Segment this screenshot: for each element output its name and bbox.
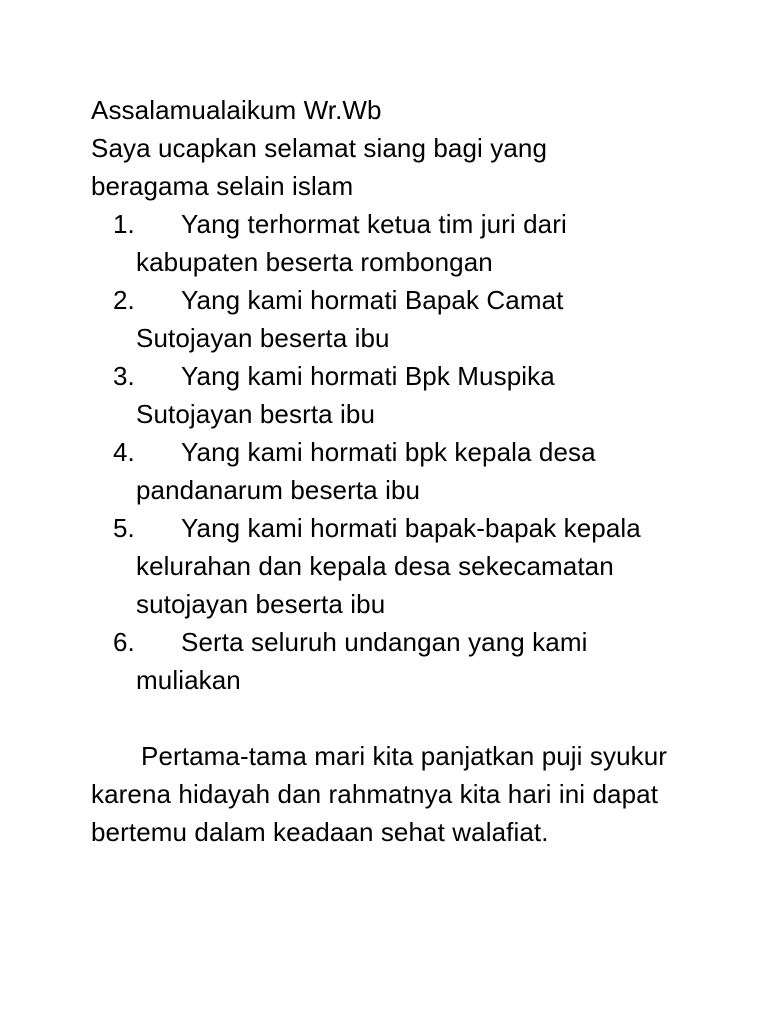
list-item-number: 4. (113, 437, 135, 467)
list-item (91, 281, 691, 357)
list-item-number: 2. (113, 285, 135, 315)
list-item-text: Yang terhormat ketua tim juri dari kabupaten beserta rombongan (136, 209, 567, 277)
list-item (91, 433, 691, 509)
list-item-text: Yang kami hormati bapak-bapak kepala kelurahan dan kepala desa sekecamatan sutojayan beserta ibu (136, 513, 641, 619)
document-content (91, 91, 691, 851)
body-paragraph: Pertama-tama mari kita panjatkan puji syukur karena hidayah dan rahmatnya kita hari ini dapat bertemu dalam keadaan sehat walafiat. (91, 741, 668, 847)
list-item-number: 6. (113, 627, 135, 657)
intro-paragraph: Saya ucapkan selamat siang bagi yang beragama selain islam (91, 133, 548, 201)
list-item-number: 1. (113, 209, 135, 239)
list-item-text: Serta seluruh undangan yang kami muliakan (136, 627, 588, 695)
list-item-text: Yang kami hormati Bpk Muspika Sutojayan besrta ibu (136, 361, 555, 429)
greeting-line: Assalamualaikum Wr.Wb (91, 95, 382, 125)
list-item-number: 5. (113, 513, 135, 543)
list-item-text: Yang kami hormati bpk kepala desa pandanarum beserta ibu (136, 437, 596, 505)
list-item-number: 3. (113, 361, 135, 391)
paragraph-spacer (91, 699, 691, 737)
list-item (91, 205, 691, 281)
list-item-text: Yang kami hormati Bapak Camat Sutojayan beserta ibu (136, 285, 564, 353)
list-item (91, 623, 691, 699)
list-item (91, 509, 691, 623)
list-item (91, 357, 691, 433)
invitee-list (91, 205, 691, 699)
